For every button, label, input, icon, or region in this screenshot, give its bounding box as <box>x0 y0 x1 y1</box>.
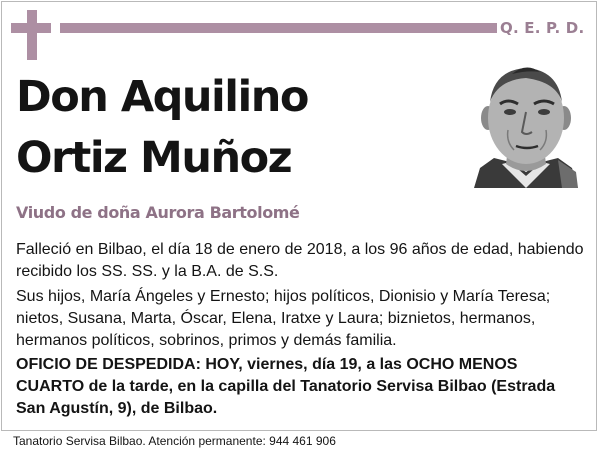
death-announcement-paragraph: Falleció en Bilbao, el día 18 de enero de 2018, a los 96 años de edad, habiendo recibido los SS. SS. y la B.A. de S.S. <box>16 241 584 280</box>
deceased-name-first-line: Don Aquilino <box>16 72 308 122</box>
header-rule <box>60 23 497 33</box>
farewell-service-paragraph: OFICIO DE DESPEDIDA: HOY, viernes, día 19, a las OCHO MENOS CUARTO de la tarde, en la capilla del Tanatorio Servisa Bilbao (Estrada San Agustín, 9), de Bilbao. <box>16 356 556 417</box>
family-paragraph: Sus hijos, María Ángeles y Ernesto; hijos políticos, Dionisio y María Teresa; nietos, Susana, Marta, Óscar, Elena, Iratxe y Laura; biznietos, hermanos, hermanos políticos, sobrinos, primos y demás familia. <box>16 288 551 349</box>
funeral-home-footer: Tanatorio Servisa Bilbao. Atención permanente: 944 461 906 <box>13 434 336 448</box>
widow-of-line: Viudo de doña Aurora Bartolomé <box>16 203 300 222</box>
qepd-label: Q. E. P. D. <box>500 19 585 37</box>
deceased-portrait-photo <box>472 60 580 188</box>
deceased-name-second-line: Ortiz Muñoz <box>16 133 292 183</box>
